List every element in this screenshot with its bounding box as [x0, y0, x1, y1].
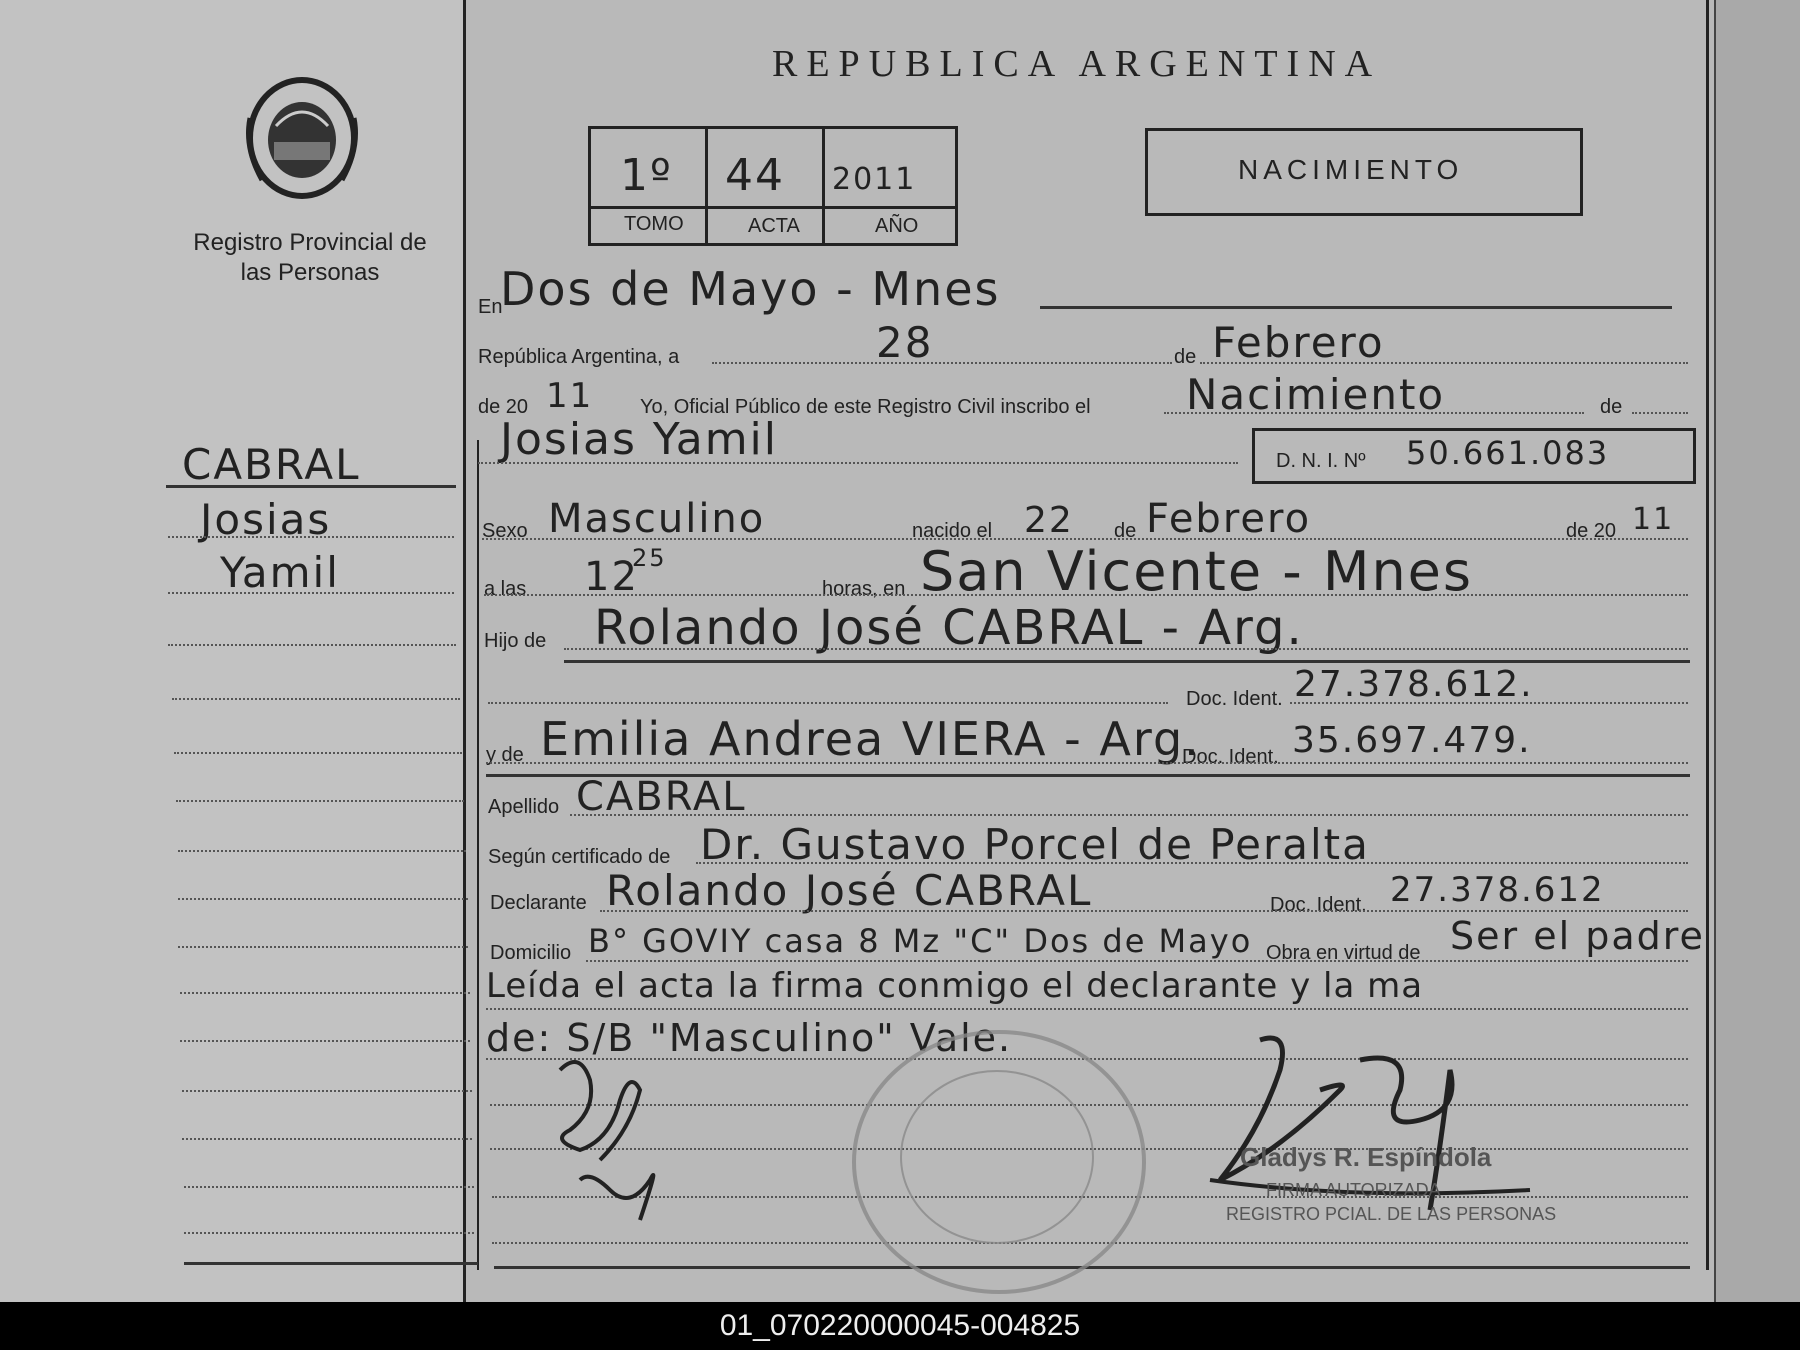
fill-line [712, 362, 1172, 364]
sexo-label: Sexo [482, 520, 528, 542]
margin-line [182, 1138, 472, 1140]
birth-place: San Vicente - Mnes [920, 540, 1474, 603]
document-title: REPUBLICA ARGENTINA [772, 43, 1382, 85]
sexo-value: Masculino [548, 496, 766, 542]
margin-bottom-rule [184, 1262, 478, 1265]
margin-line [178, 850, 466, 852]
left-margin-column [0, 0, 463, 1302]
alas-label: a las [484, 578, 527, 600]
oficial-text: Yo, Oficial Público de este Registro Civil inscribo el [640, 396, 1091, 418]
birth-month: Febrero [1146, 496, 1312, 542]
fill-line [478, 462, 1238, 464]
declarante-doc: 27.378.612 [1390, 870, 1605, 910]
apellido-label: Apellido [488, 796, 560, 818]
officer-title: FIRMA AUTORIZADA [1266, 1180, 1441, 1200]
misiones-seal-icon [236, 68, 368, 206]
fill-line [570, 814, 1688, 816]
de20-label: de 20 [478, 396, 529, 418]
obra-label: Obra en virtud de [1266, 942, 1421, 964]
de-label: de [1174, 346, 1197, 368]
margin-line [178, 946, 468, 948]
yde-label: y de [486, 744, 524, 766]
horas-label: horas, en [822, 578, 906, 600]
segun-label: Según certificado de [488, 846, 671, 868]
birth-year: 11 [1632, 502, 1675, 537]
fill-line [1040, 306, 1672, 309]
nacido-label: nacido el [912, 520, 993, 542]
fill-line [486, 1008, 1688, 1010]
domicilio-value: B° GOVIY casa 8 Mz "C" Dos de Mayo [588, 922, 1253, 960]
birth-hour: 12 [584, 554, 639, 600]
declarante-name: Rolando José CABRAL [606, 866, 1093, 915]
father-doc: 27.378.612. [1294, 664, 1534, 705]
fill-line [696, 862, 1688, 864]
margin-line [168, 592, 454, 594]
republica-label: República Argentina, a [478, 346, 680, 368]
birth-minutes: 25 [632, 544, 667, 572]
child-name: Josias Yamil [500, 414, 779, 465]
margin-line [176, 800, 464, 802]
record-month: Febrero [1212, 318, 1385, 367]
obra-value: Ser el padre [1450, 914, 1705, 958]
inscribed-event: Nacimiento [1186, 370, 1446, 419]
domicilio-label: Domicilio [490, 942, 572, 964]
table-divider [705, 126, 708, 243]
certificate-doctor: Dr. Gustavo Porcel de Peralta [700, 820, 1370, 869]
image-reference-code: 01_070220000045-004825 [0, 1302, 1800, 1350]
margin-line [168, 644, 456, 646]
margin-line [180, 992, 470, 994]
fill-line [484, 594, 1688, 596]
anio-value: 2011 [832, 162, 917, 197]
margin-surname: CABRAL [182, 440, 361, 489]
fill-line [564, 648, 1688, 650]
record-year: 11 [546, 376, 594, 416]
acta-label: ACTA [748, 215, 800, 237]
dni-label: D. N. I. Nº [1276, 450, 1366, 472]
registry-name: Registro Provincial de las Personas [193, 229, 427, 286]
certificate-type: NACIMIENTO [1238, 154, 1464, 185]
margin-rule [166, 485, 456, 488]
margin-line [180, 1040, 470, 1042]
hijo-label: Hijo de [484, 630, 547, 652]
mother-name: Emilia Andrea VIERA - Arg. [540, 712, 1201, 766]
anio-label: AÑO [875, 215, 919, 237]
declarante-doc-label: Doc. Ident. [1270, 894, 1367, 916]
mother-doc: 35.697.479. [1292, 720, 1532, 761]
fill-line [1632, 412, 1688, 414]
en-label: En [478, 296, 503, 318]
margin-line [178, 898, 468, 900]
fill-line [586, 960, 1688, 962]
birth-day: 22 [1024, 500, 1074, 541]
right-border [1706, 0, 1709, 1270]
table-divider [588, 206, 955, 209]
margin-name-2: Yamil [220, 548, 340, 597]
mother-doc-label: Doc. Ident. [1182, 746, 1279, 768]
de2011-label: de 20 [1566, 520, 1617, 542]
de2-label: de [1114, 520, 1137, 542]
margin-line [168, 536, 454, 538]
registry-stamp-inner [900, 1070, 1094, 1244]
page-edge [1714, 0, 1800, 1302]
father-name: Rolando José CABRAL - Arg. [594, 600, 1304, 656]
column-divider [463, 0, 466, 1302]
column-divider-inner [477, 440, 479, 1270]
acta-value: 44 [725, 150, 785, 201]
place-of-record: Dos de Mayo - Mnes [500, 262, 1001, 316]
declarant-signature-icon [520, 1040, 700, 1240]
father-doc-label: Doc. Ident. [1186, 688, 1283, 710]
tomo-value: 1º [620, 150, 673, 201]
dni-value: 50.661.083 [1406, 434, 1610, 472]
table-divider [822, 126, 825, 243]
fill-line [564, 660, 1690, 663]
bottom-rule [494, 1266, 1690, 1269]
de-end-label: de [1600, 396, 1623, 418]
record-day: 28 [876, 318, 934, 367]
fill-line [600, 910, 1688, 912]
margin-name-1: Josias [200, 495, 332, 544]
officer-office: REGISTRO PCIAL. DE LAS PERSONAS [1226, 1204, 1557, 1224]
fill-line [1290, 702, 1688, 704]
margin-line [182, 1090, 472, 1092]
declarante-label: Declarante [490, 892, 587, 914]
officer-name: Gladys R. Espíndola [1240, 1142, 1492, 1172]
apellido-value: CABRAL [576, 774, 747, 820]
margin-line [174, 752, 462, 754]
margin-line [184, 1186, 474, 1188]
margin-line [184, 1232, 474, 1234]
observation-line-2: de: S/B "Masculino" Vale. [486, 1016, 1013, 1060]
fill-line [488, 702, 1168, 704]
margin-line [172, 698, 460, 700]
fill-line [486, 762, 1688, 764]
observation-line-1: Leída el acta la firma conmigo el declarante y la ma [486, 966, 1424, 1006]
tomo-label: TOMO [624, 213, 684, 235]
